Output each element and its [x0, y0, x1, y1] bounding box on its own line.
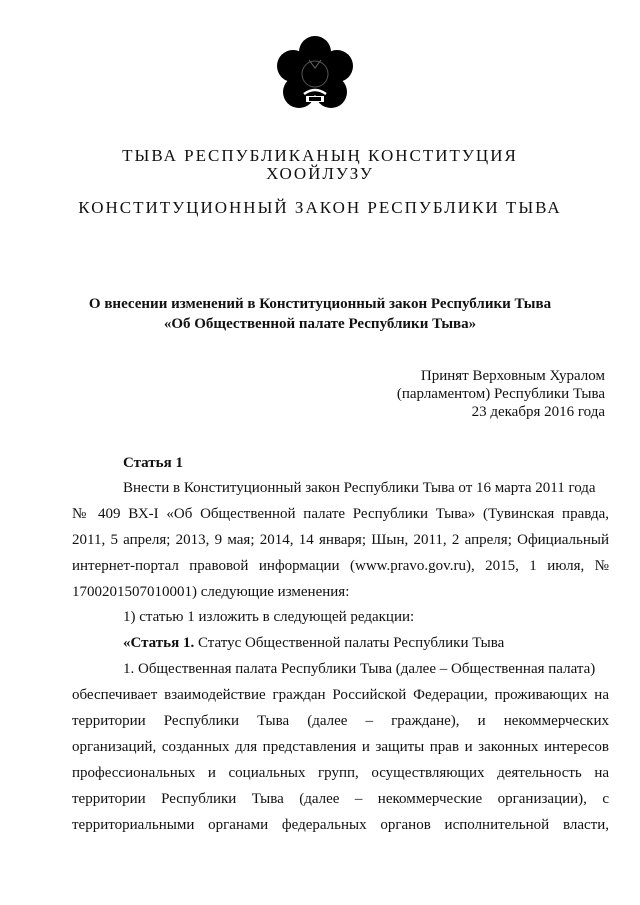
- body-line: 1. Общественная палата Республики Тыва (далее – Общественная палата): [123, 661, 596, 677]
- header-line-1: ТЫВА РЕСПУБЛИКАНЫҢ КОНСТИТУЦИЯ: [122, 146, 518, 165]
- body-line: [123, 633, 609, 653]
- header-line-2: ХООЙЛУЗУ: [266, 164, 374, 183]
- article-heading: Статья 1: [123, 455, 183, 471]
- adoption-line-2: (парламентом) Республики Тыва: [396, 386, 605, 402]
- body-line: 2011, 5 апреля; 2013, 9 мая; 2014, 14 января; Шын, 2011, 2 апреля; Официальный: [72, 532, 609, 548]
- tuva-emblem-icon: [276, 36, 354, 114]
- body-line: территориальными органами федеральных органов исполнительной власти,: [72, 817, 609, 833]
- body-line: 1) статью 1 изложить в следующей редакции:: [123, 609, 415, 625]
- law-title-line-2: «Об Общественной палате Республики Тыва»: [163, 316, 477, 332]
- body-line: обеспечивает взаимодействие граждан Российской Федерации, проживающих на: [72, 687, 609, 703]
- adoption-date: 23 декабря 2016 года: [471, 404, 605, 420]
- body-line: № 409 ВХ-I «Об Общественной палате Республики Тыва» (Тувинская правда,: [72, 506, 609, 522]
- body-line: 1700201507010001) следующие изменения:: [72, 584, 350, 600]
- header-line-3: КОНСТИТУЦИОННЫЙ ЗАКОН РЕСПУБЛИКИ ТЫВА: [78, 198, 562, 217]
- article-1-caption: Статус Общественной палаты Республики Тыва: [194, 635, 505, 651]
- article-1-label: «Статья 1.: [123, 635, 195, 651]
- body-line: интернет-портал правовой информации (www.pravo.gov.ru), 2015, 1 июля, №: [72, 558, 609, 574]
- law-title-line-1: О внесении изменений в Конституционный закон Республики Тыва: [88, 296, 552, 312]
- body-line: профессиональных и социальных групп, осуществляющих деятельность на: [72, 765, 609, 781]
- body-line: территории Республики Тыва (далее – некоммерческие организации), с: [72, 791, 609, 807]
- adoption-line-1: Принят Верховным Хуралом: [420, 368, 605, 384]
- body-line: организаций, созданных для представления и защиты прав и законных интересов: [72, 739, 609, 755]
- body-line: Внести в Конституционный закон Республики Тыва от 16 марта 2011 года: [123, 480, 596, 496]
- body-line: территории Республики Тыва (далее – граждане), и некоммерческих: [72, 713, 609, 729]
